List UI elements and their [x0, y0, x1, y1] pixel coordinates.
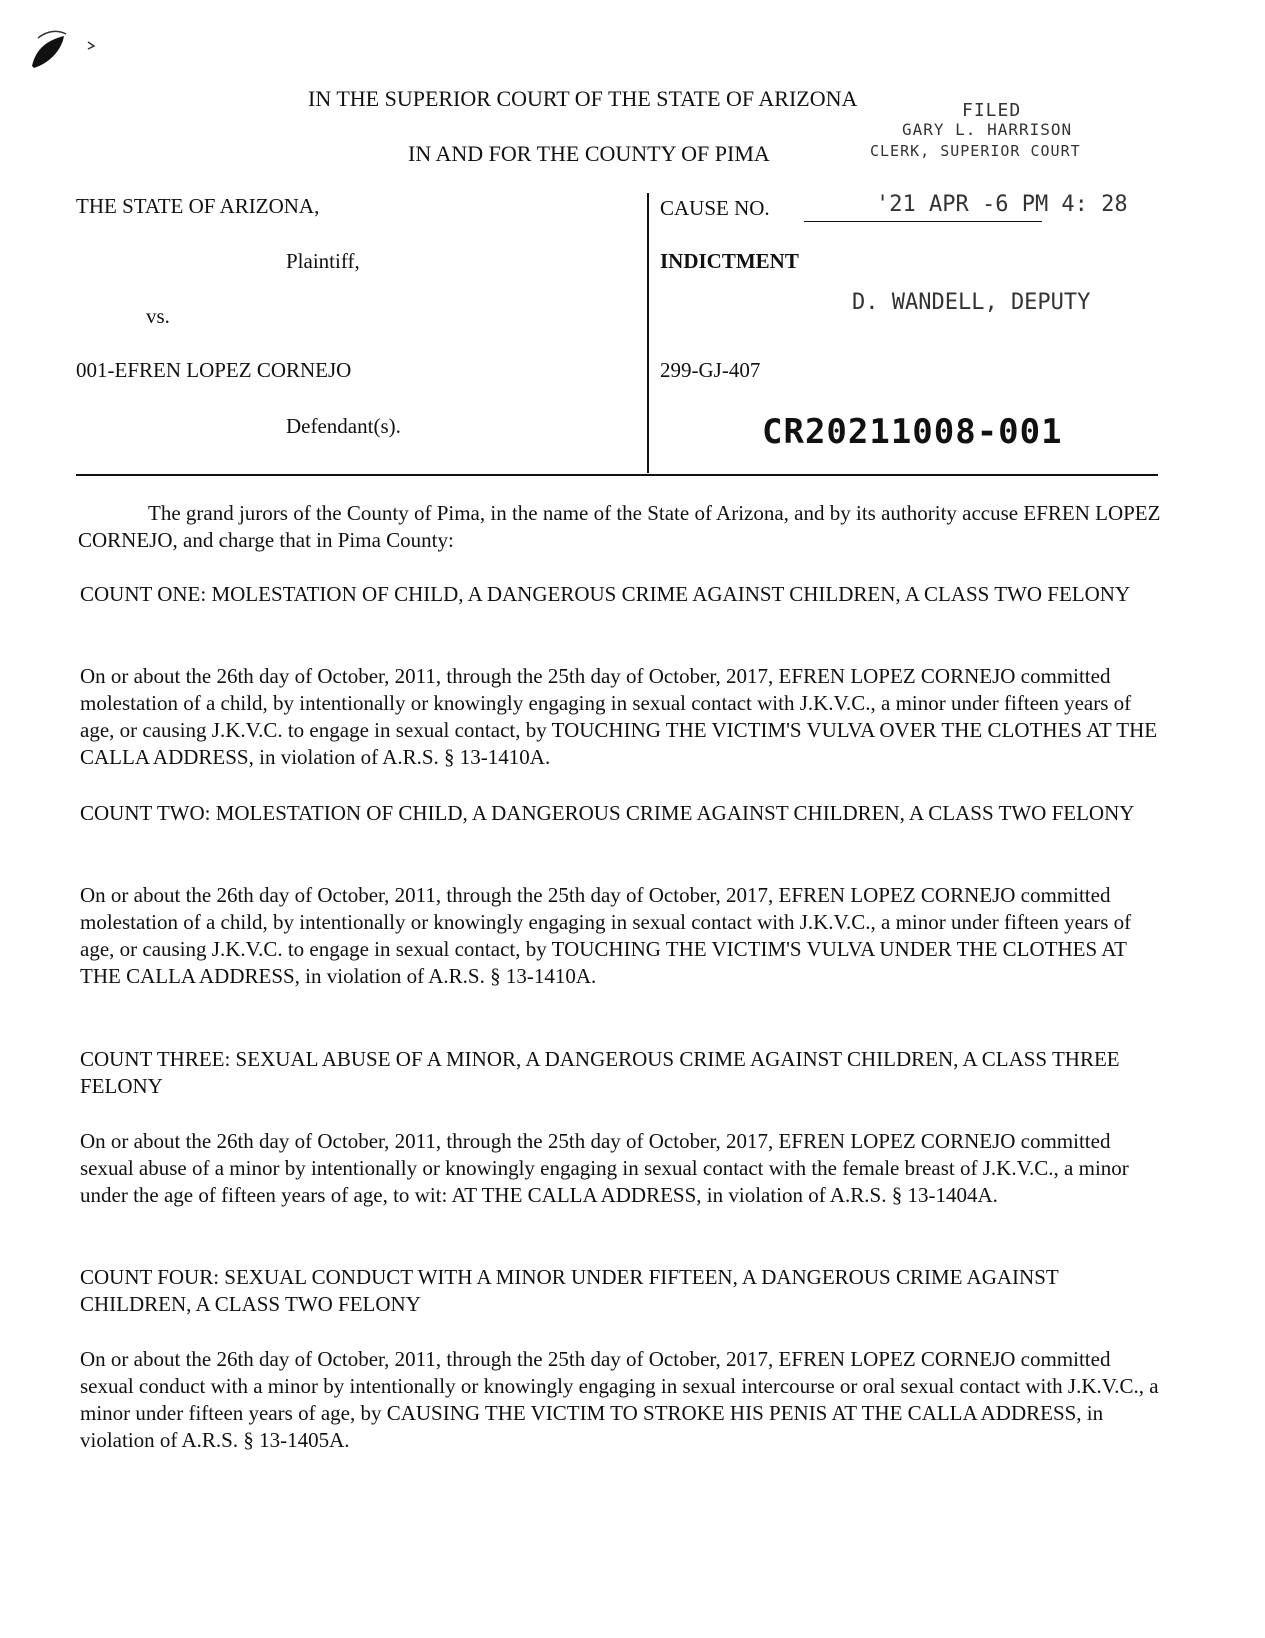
count-two-text: On or about the 26th day of October, 2011, through the 25th day of October, 2017, EFREN LOPEZ CORNEJO committed molestation of a child, by intentionally or knowingly engaging in sexual contact with J.K.V.C., a minor under fifteen years of age, or causing J.K.V.C. to engage in sexual contact, by TOUCHING THE VICTIM'S VULVA UNDER THE CLOTHES AT THE CALLA ADDRESS, in violation of A.R.S. § 13-1410A.: [80, 883, 1132, 988]
defendant-label: Defendant(s).: [286, 414, 401, 438]
filed-stamp-label: FILED: [962, 100, 1022, 121]
count-three-heading: COUNT THREE: SEXUAL ABUSE OF A MINOR, A DANGEROUS CRIME AGAINST CHILDREN, A CLASS THREE FELONY: [80, 1047, 1120, 1098]
filed-date-stamp: '21 APR -6 PM 4: 28: [876, 192, 1128, 217]
case-number-stamp: CR20211008-001: [762, 412, 1063, 452]
defendant-name: 001-EFREN LOPEZ CORNEJO: [76, 358, 352, 382]
filed-stamp-clerk-title: CLERK, SUPERIOR COURT: [870, 142, 1081, 160]
count-three-text: On or about the 26th day of October, 2011, through the 25th day of October, 2017, EFREN LOPEZ CORNEJO committed sexual abuse of a minor by intentionally or knowingly engaging in sexual contact with the female breast of J.K.V.C., a minor under the age of fifteen years of age, to wit: AT THE CALLA ADDRESS, in violation of A.R.S. § 13-1404A.: [80, 1129, 1129, 1207]
leaf-mark-icon: [18, 18, 108, 78]
intro-paragraph: The grand jurors of the County of Pima, in the name of the State of Arizona, and by its authority accuse EFREN LOPEZ CORNEJO, and charge that in Pima County:: [78, 501, 1161, 552]
caption-bottom-rule: [76, 474, 1158, 476]
court-title: IN THE SUPERIOR COURT OF THE STATE OF ARIZONA: [308, 86, 858, 111]
county-title: IN AND FOR THE COUNTY OF PIMA: [408, 141, 770, 166]
count-four-heading: COUNT FOUR: SEXUAL CONDUCT WITH A MINOR UNDER FIFTEEN, A DANGEROUS CRIME AGAINST CHILDREN, A CLASS TWO FELONY: [80, 1265, 1059, 1316]
count-two-heading: COUNT TWO: MOLESTATION OF CHILD, A DANGEROUS CRIME AGAINST CHILDREN, A CLASS TWO FELONY: [80, 801, 1135, 825]
document-type: INDICTMENT: [660, 249, 799, 273]
plaintiff-name: THE STATE OF ARIZONA,: [76, 194, 320, 218]
count-one-heading: COUNT ONE: MOLESTATION OF CHILD, A DANGEROUS CRIME AGAINST CHILDREN, A CLASS TWO FELONY: [80, 582, 1131, 606]
cause-no-underline: [804, 221, 1042, 222]
cause-no-label: CAUSE NO.: [660, 196, 770, 220]
grand-jury-number: 299-GJ-407: [660, 358, 761, 382]
count-four-text: On or about the 26th day of October, 2011, through the 25th day of October, 2017, EFREN LOPEZ CORNEJO committed sexual conduct with a minor by intentionally or knowingly engaging in sexual intercourse or oral sexual contact with J.K.V.C., a minor under fifteen years of age, by CAUSING THE VICTIM TO STROKE HIS PENIS AT THE CALLA ADDRESS, in violation of A.R.S. § 13-1405A.: [80, 1347, 1159, 1452]
deputy-stamp: D. WANDELL, DEPUTY: [852, 290, 1091, 315]
versus-label: vs.: [146, 304, 170, 328]
count-one-text: On or about the 26th day of October, 2011, through the 25th day of October, 2017, EFREN LOPEZ CORNEJO committed molestation of a child, by intentionally or knowingly engaging in sexual contact with J.K.V.C., a minor under fifteen years of age, or causing J.K.V.C. to engage in sexual contact, by TOUCHING THE VICTIM'S VULVA OVER THE CLOTHES AT THE CALLA ADDRESS, in violation of A.R.S. § 13-1410A.: [80, 664, 1158, 769]
caption-divider: [647, 193, 649, 473]
filed-stamp-clerk: GARY L. HARRISON: [902, 120, 1073, 139]
plaintiff-label: Plaintiff,: [286, 249, 360, 273]
